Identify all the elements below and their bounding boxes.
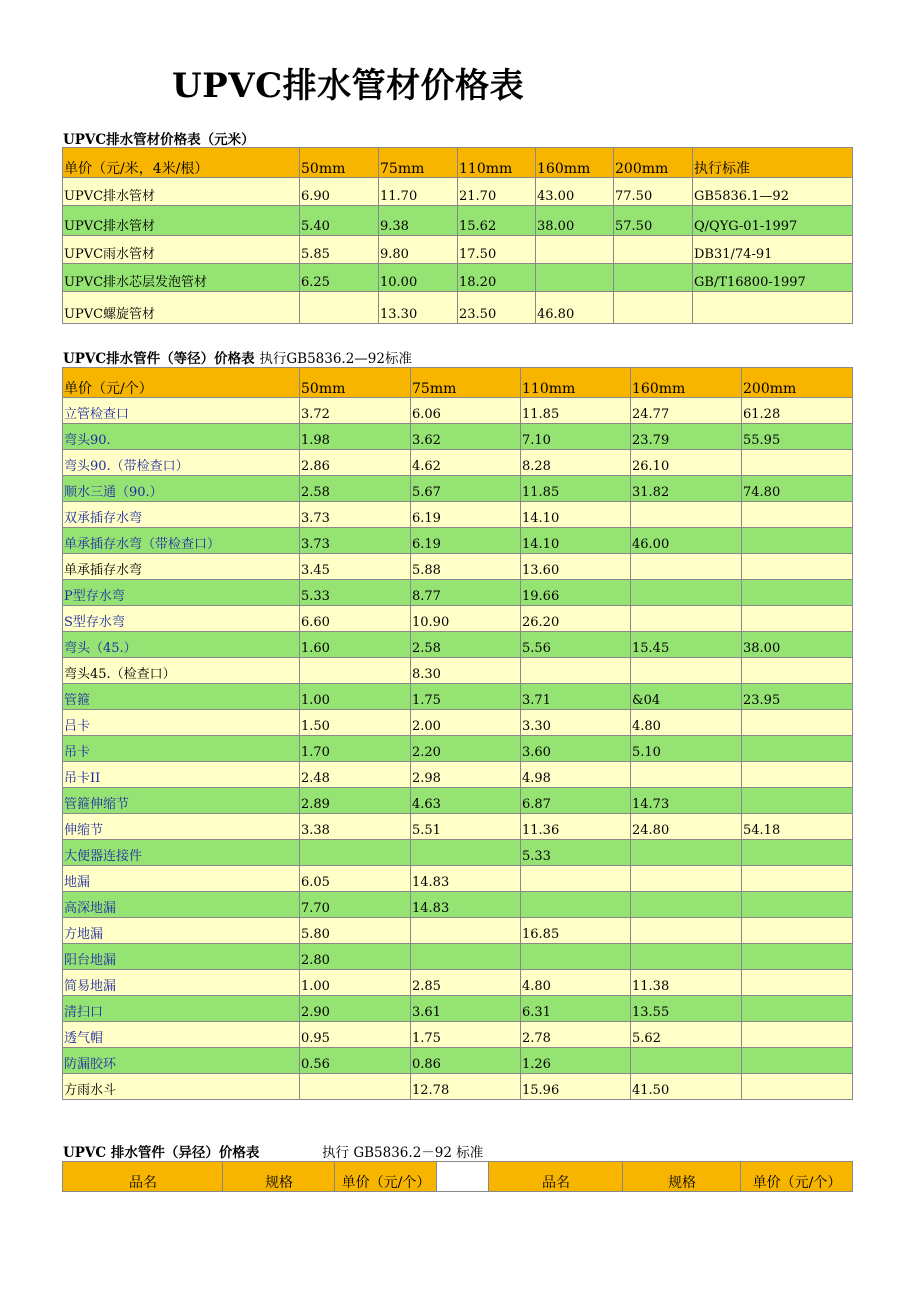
table1-price-cell: 15.62 (458, 206, 536, 236)
table2-price-cell (742, 1074, 853, 1100)
table2-price-cell: 2.85 (411, 970, 521, 996)
table1-price-cell: 9.80 (379, 236, 458, 264)
table1-price-cell: 6.25 (300, 264, 379, 292)
table1-price-cell (300, 292, 379, 324)
table2-title-text: UPVC排水管件（等径）价格表 (63, 351, 255, 367)
table2-price-cell (521, 892, 631, 918)
table2-price-cell: 8.30 (411, 658, 521, 684)
table2-price-cell (742, 762, 853, 788)
table2-price-cell: 3.73 (300, 528, 411, 554)
table2-row (63, 528, 853, 554)
table1-price-cell: 10.00 (379, 264, 458, 292)
table2-price-cell (411, 840, 521, 866)
table2-row (63, 788, 853, 814)
table2-price-cell: 16.85 (521, 918, 631, 944)
table2-price-cell: 5.33 (521, 840, 631, 866)
table2-price-cell (631, 502, 742, 528)
table2-price-cell: 1.75 (411, 1022, 521, 1048)
table1-price-cell: 9.38 (379, 206, 458, 236)
table2-price-cell (521, 866, 631, 892)
table2-row (63, 814, 853, 840)
table1-header-row (63, 148, 853, 178)
table2-price-cell: 26.10 (631, 450, 742, 476)
table2-price-cell: 3.60 (521, 736, 631, 762)
table2-product-name: 简易地漏 (63, 970, 300, 996)
table2-product-name: 顺水三通（90.） (63, 476, 300, 502)
table1-standard-cell: DB31/74-91 (693, 236, 853, 264)
table2-price-cell: 61.28 (742, 398, 853, 424)
table3-reducer-fittings (62, 1161, 853, 1192)
table2-row (63, 866, 853, 892)
table2-price-cell: 23.79 (631, 424, 742, 450)
table2-price-cell: 13.60 (521, 554, 631, 580)
table2-product-name: 伸缩节 (63, 814, 300, 840)
table1-price-cell: 5.85 (300, 236, 379, 264)
table2-price-cell (631, 554, 742, 580)
table2-price-cell: 2.78 (521, 1022, 631, 1048)
table2-price-cell (742, 658, 853, 684)
table2-header-cell: 110mm (521, 368, 631, 398)
table2-price-cell (742, 1022, 853, 1048)
table2-price-cell: 3.71 (521, 684, 631, 710)
table2-price-cell: 6.19 (411, 502, 521, 528)
table2-price-cell: 5.62 (631, 1022, 742, 1048)
table2-price-cell (742, 840, 853, 866)
table2-row (63, 476, 853, 502)
table2-price-cell: 14.10 (521, 502, 631, 528)
table2-price-cell: 5.10 (631, 736, 742, 762)
table2-price-cell: 1.00 (300, 970, 411, 996)
table2-product-name: 弯头90. (63, 424, 300, 450)
table2-price-cell: 6.60 (300, 606, 411, 632)
table1-product-name: UPVC排水芯层发泡管材 (63, 264, 300, 292)
table2-product-name: 防漏胶环 (63, 1048, 300, 1074)
table2-price-cell (411, 944, 521, 970)
table2-row (63, 684, 853, 710)
table2-price-cell (631, 658, 742, 684)
table2-price-cell (742, 606, 853, 632)
table2-product-name: P型存水弯 (63, 580, 300, 606)
table1-header-cell: 160mm (536, 148, 614, 178)
table1-price-cell: 57.50 (614, 206, 693, 236)
table1-price-cell (614, 236, 693, 264)
table1-product-name: UPVC雨水管材 (63, 236, 300, 264)
table2-product-name: 透气帽 (63, 1022, 300, 1048)
table2-price-cell (631, 840, 742, 866)
table2-row (63, 918, 853, 944)
table1-header-cell: 执行标准 (693, 148, 853, 178)
table2-price-cell: 5.33 (300, 580, 411, 606)
table2-price-cell (521, 944, 631, 970)
table2-price-cell: 5.80 (300, 918, 411, 944)
table2-price-cell: 2.00 (411, 710, 521, 736)
table2-price-cell: 74.80 (742, 476, 853, 502)
table2-price-cell: 3.61 (411, 996, 521, 1022)
table2-row (63, 450, 853, 476)
table2-price-cell (411, 918, 521, 944)
table2-price-cell: 13.55 (631, 996, 742, 1022)
table2-price-cell: 3.73 (300, 502, 411, 528)
table2-price-cell: 46.00 (631, 528, 742, 554)
table2-price-cell: 10.90 (411, 606, 521, 632)
table2-price-cell: 2.58 (411, 632, 521, 658)
table2-price-cell: 4.80 (631, 710, 742, 736)
table2-price-cell: 6.05 (300, 866, 411, 892)
table1-price-cell: 11.70 (379, 178, 458, 206)
table3-header-row (63, 1162, 853, 1192)
table1-row (63, 264, 853, 292)
table2-row (63, 736, 853, 762)
table1-header-cell: 50mm (300, 148, 379, 178)
table2-price-cell: 1.00 (300, 684, 411, 710)
table2-price-cell: 2.98 (411, 762, 521, 788)
table2-price-cell: 14.10 (521, 528, 631, 554)
table2-title (63, 347, 412, 367)
table2-price-cell: 38.00 (742, 632, 853, 658)
table2-fittings (62, 367, 853, 1100)
table1-price-cell: 21.70 (458, 178, 536, 206)
table1-product-name: UPVC排水管材 (63, 178, 300, 206)
table2-price-cell: 2.90 (300, 996, 411, 1022)
table2-price-cell: 3.45 (300, 554, 411, 580)
table1-header-cell: 110mm (458, 148, 536, 178)
table2-product-name: 弯头90.（带检查口） (63, 450, 300, 476)
table2-price-cell: &04 (631, 684, 742, 710)
table2-price-cell (631, 866, 742, 892)
table2-price-cell: 3.38 (300, 814, 411, 840)
table2-price-cell: 5.56 (521, 632, 631, 658)
table1-price-cell (536, 264, 614, 292)
table2-price-cell (521, 658, 631, 684)
table1-price-cell: 46.80 (536, 292, 614, 324)
table2-row (63, 606, 853, 632)
table2-price-cell: 3.30 (521, 710, 631, 736)
table3-header-cell: 品名 (63, 1162, 223, 1192)
table2-price-cell: 1.26 (521, 1048, 631, 1074)
table1-price-cell: 77.50 (614, 178, 693, 206)
table2-price-cell (300, 658, 411, 684)
table1-title: UPVC排水管材价格表（元米） (63, 132, 255, 148)
table2-price-cell (742, 944, 853, 970)
table2-price-cell: 1.60 (300, 632, 411, 658)
table2-price-cell: 7.10 (521, 424, 631, 450)
table2-price-cell: 7.70 (300, 892, 411, 918)
table1-row (63, 206, 853, 236)
table2-price-cell: 0.86 (411, 1048, 521, 1074)
table2-price-cell: 41.50 (631, 1074, 742, 1100)
table1-product-name: UPVC排水管材 (63, 206, 300, 236)
table2-price-cell: 24.77 (631, 398, 742, 424)
table2-header-cell: 50mm (300, 368, 411, 398)
table1-header-cell: 75mm (379, 148, 458, 178)
table2-price-cell: 2.89 (300, 788, 411, 814)
table2-row (63, 424, 853, 450)
table2-product-name: 方地漏 (63, 918, 300, 944)
table2-product-name: 单承插存水弯 (63, 554, 300, 580)
table1-header-cell: 单价（元/米，4米/根） (63, 148, 300, 178)
table2-product-name: 管箍伸缩节 (63, 788, 300, 814)
table2-price-cell: 2.48 (300, 762, 411, 788)
table2-product-name: 吕卡 (63, 710, 300, 736)
page-title: UPVC排水管材价格表 (172, 66, 525, 106)
table2-price-cell (742, 866, 853, 892)
table2-price-cell: 6.19 (411, 528, 521, 554)
table1-row (63, 178, 853, 206)
table2-price-cell: 11.85 (521, 476, 631, 502)
table2-price-cell: 1.98 (300, 424, 411, 450)
table2-product-name: 大便器连接件 (63, 840, 300, 866)
table2-price-cell: 4.62 (411, 450, 521, 476)
table1-price-cell: 13.30 (379, 292, 458, 324)
table1-price-cell: 17.50 (458, 236, 536, 264)
table1-price-cell: 38.00 (536, 206, 614, 236)
table2-price-cell (742, 892, 853, 918)
table2-price-cell: 5.51 (411, 814, 521, 840)
table3-header-cell: 规格 (623, 1162, 741, 1192)
table2-price-cell (742, 788, 853, 814)
table2-row (63, 710, 853, 736)
table2-product-name: S型存水弯 (63, 606, 300, 632)
table2-price-cell: 1.75 (411, 684, 521, 710)
table2-row (63, 580, 853, 606)
table1-header-cell: 200mm (614, 148, 693, 178)
table2-price-cell: 11.36 (521, 814, 631, 840)
table2-price-cell: 19.66 (521, 580, 631, 606)
table3-header-cell (437, 1162, 489, 1192)
table2-price-cell: 26.20 (521, 606, 631, 632)
table1-row (63, 236, 853, 264)
table2-price-cell: 2.58 (300, 476, 411, 502)
table2-price-cell: 6.06 (411, 398, 521, 424)
table2-price-cell: 14.83 (411, 892, 521, 918)
table2-product-name: 单承插存水弯（带检查口） (63, 528, 300, 554)
table2-price-cell: 3.72 (300, 398, 411, 424)
table3-standard: 执行 GB5836.2－92 标准 (322, 1145, 484, 1161)
table1-price-cell (536, 236, 614, 264)
table2-price-cell (742, 502, 853, 528)
table2-price-cell (300, 1074, 411, 1100)
table2-price-cell (742, 554, 853, 580)
table2-price-cell (742, 450, 853, 476)
table3-header-cell: 单价（元/个） (335, 1162, 437, 1192)
table1-price-cell (614, 264, 693, 292)
table2-row (63, 1074, 853, 1100)
table2-row (63, 502, 853, 528)
table2-header-cell: 单价（元/个） (63, 368, 300, 398)
table2-price-cell: 14.73 (631, 788, 742, 814)
table2-row (63, 398, 853, 424)
table1-price-cell (614, 292, 693, 324)
table2-price-cell (742, 710, 853, 736)
table2-price-cell: 15.45 (631, 632, 742, 658)
table2-row (63, 1022, 853, 1048)
table1-standard-cell: GB5836.1—92 (693, 178, 853, 206)
table2-product-name: 地漏 (63, 866, 300, 892)
table1-standard-cell: Q/QYG-01-1997 (693, 206, 853, 236)
table2-price-cell (631, 606, 742, 632)
table2-row (63, 892, 853, 918)
table2-price-cell: 31.82 (631, 476, 742, 502)
table2-header-cell: 160mm (631, 368, 742, 398)
table2-row (63, 632, 853, 658)
table2-price-cell: 5.67 (411, 476, 521, 502)
table2-price-cell: 8.28 (521, 450, 631, 476)
table2-price-cell (742, 1048, 853, 1074)
table2-product-name: 吊卡 (63, 736, 300, 762)
table2-row (63, 554, 853, 580)
table2-price-cell: 0.95 (300, 1022, 411, 1048)
table2-header-row (63, 368, 853, 398)
table2-product-name: 方雨水斗 (63, 1074, 300, 1100)
table1-row (63, 292, 853, 324)
table2-price-cell (300, 840, 411, 866)
table2-price-cell: 6.87 (521, 788, 631, 814)
table1-standard-cell (693, 292, 853, 324)
table3-title-text: UPVC 排水管件（异径）价格表 (63, 1145, 260, 1161)
table2-price-cell (742, 736, 853, 762)
table2-price-cell: 12.78 (411, 1074, 521, 1100)
table2-header-cell: 75mm (411, 368, 521, 398)
table3-header-cell: 品名 (489, 1162, 623, 1192)
table1-price-cell: 43.00 (536, 178, 614, 206)
table2-price-cell: 1.70 (300, 736, 411, 762)
table2-price-cell (742, 528, 853, 554)
table3-header-cell: 单价（元/个） (741, 1162, 853, 1192)
table1-price-cell: 5.40 (300, 206, 379, 236)
table2-price-cell (631, 892, 742, 918)
table2-price-cell: 2.86 (300, 450, 411, 476)
table2-price-cell: 2.20 (411, 736, 521, 762)
table2-row (63, 970, 853, 996)
table2-row (63, 840, 853, 866)
table2-row (63, 996, 853, 1022)
table2-row (63, 762, 853, 788)
table2-price-cell (631, 918, 742, 944)
table2-price-cell: 6.31 (521, 996, 631, 1022)
table1-price-cell: 6.90 (300, 178, 379, 206)
table2-price-cell (742, 918, 853, 944)
table2-price-cell (742, 996, 853, 1022)
table2-row (63, 658, 853, 684)
table2-standard: 执行GB5836.2—92标准 (259, 351, 412, 367)
table2-price-cell (631, 944, 742, 970)
table2-row (63, 1048, 853, 1074)
table2-price-cell: 8.77 (411, 580, 521, 606)
table2-price-cell (631, 762, 742, 788)
table3-title (63, 1141, 483, 1161)
table2-price-cell: 14.83 (411, 866, 521, 892)
table2-price-cell: 4.63 (411, 788, 521, 814)
table2-product-name: 管箍 (63, 684, 300, 710)
table2-header-cell: 200mm (742, 368, 853, 398)
table2-price-cell: 54.18 (742, 814, 853, 840)
table2-price-cell (742, 580, 853, 606)
table2-price-cell: 3.62 (411, 424, 521, 450)
table2-price-cell: 4.98 (521, 762, 631, 788)
table2-price-cell (631, 1048, 742, 1074)
table2-price-cell: 1.50 (300, 710, 411, 736)
table2-product-name: 弯头45.（检查口） (63, 658, 300, 684)
table2-product-name: 阳台地漏 (63, 944, 300, 970)
table2-price-cell: 55.95 (742, 424, 853, 450)
table2-price-cell: 5.88 (411, 554, 521, 580)
table2-product-name: 弯头（45.） (63, 632, 300, 658)
table1-price-cell: 18.20 (458, 264, 536, 292)
table2-row (63, 944, 853, 970)
table2-price-cell: 11.85 (521, 398, 631, 424)
table2-price-cell: 23.95 (742, 684, 853, 710)
table2-price-cell: 11.38 (631, 970, 742, 996)
table2-product-name: 吊卡II (63, 762, 300, 788)
table2-price-cell: 15.96 (521, 1074, 631, 1100)
table2-price-cell: 0.56 (300, 1048, 411, 1074)
table2-price-cell (631, 580, 742, 606)
table2-price-cell (742, 970, 853, 996)
table1-standard-cell: GB/T16800-1997 (693, 264, 853, 292)
table2-price-cell: 2.80 (300, 944, 411, 970)
table1-price-cell: 23.50 (458, 292, 536, 324)
table2-product-name: 立管检查口 (63, 398, 300, 424)
table2-price-cell: 24.80 (631, 814, 742, 840)
table2-product-name: 双承插存水弯 (63, 502, 300, 528)
table2-product-name: 高深地漏 (63, 892, 300, 918)
table3-header-cell: 规格 (223, 1162, 335, 1192)
table2-price-cell: 4.80 (521, 970, 631, 996)
table1-pipes (62, 147, 853, 324)
table1-product-name: UPVC螺旋管材 (63, 292, 300, 324)
table2-product-name: 清扫口 (63, 996, 300, 1022)
